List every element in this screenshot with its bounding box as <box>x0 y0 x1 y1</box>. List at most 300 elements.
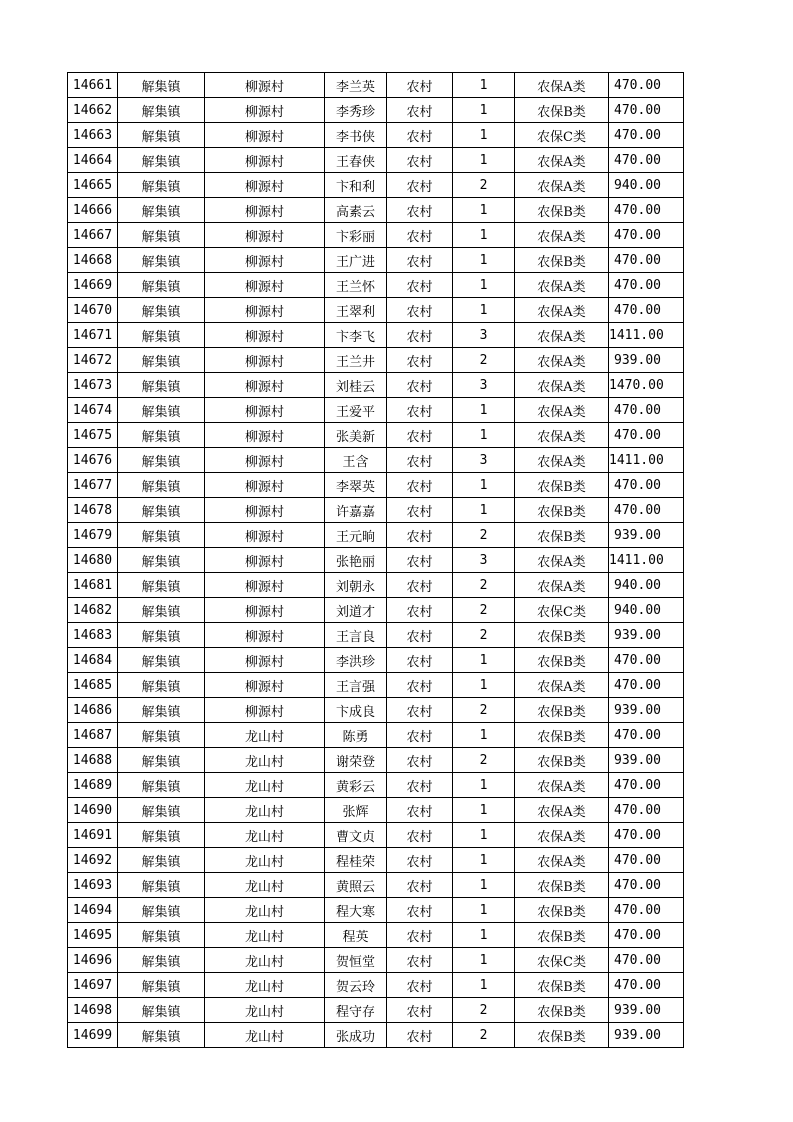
village-cell: 龙山村 <box>205 873 325 898</box>
town-cell: 解集镇 <box>118 223 205 248</box>
person-name-cell: 王言良 <box>325 623 387 648</box>
record-id-cell: 14690 <box>68 798 118 823</box>
household-type-cell: 农村 <box>387 623 453 648</box>
amount-cell: 470.00 <box>609 73 684 98</box>
person-name-cell: 程守存 <box>325 998 387 1023</box>
table-row <box>68 373 684 398</box>
record-id-cell: 14692 <box>68 848 118 873</box>
record-id-cell: 14673 <box>68 373 118 398</box>
member-count-cell: 2 <box>453 1023 515 1048</box>
record-id-cell: 14682 <box>68 598 118 623</box>
amount-cell: 470.00 <box>609 848 684 873</box>
member-count-cell: 2 <box>453 623 515 648</box>
village-cell: 龙山村 <box>205 948 325 973</box>
insurance-category-cell: 农保A类 <box>515 548 609 573</box>
insurance-category-cell: 农保B类 <box>515 498 609 523</box>
table-row <box>68 998 684 1023</box>
household-type-cell: 农村 <box>387 248 453 273</box>
town-cell: 解集镇 <box>118 623 205 648</box>
person-name-cell: 张辉 <box>325 798 387 823</box>
record-id-cell: 14679 <box>68 523 118 548</box>
member-count-cell: 1 <box>453 248 515 273</box>
village-cell: 柳源村 <box>205 348 325 373</box>
record-id-cell: 14693 <box>68 873 118 898</box>
member-count-cell: 1 <box>453 73 515 98</box>
amount-cell: 940.00 <box>609 173 684 198</box>
town-cell: 解集镇 <box>118 73 205 98</box>
member-count-cell: 3 <box>453 323 515 348</box>
town-cell: 解集镇 <box>118 1023 205 1048</box>
record-id-cell: 14681 <box>68 573 118 598</box>
household-type-cell: 农村 <box>387 348 453 373</box>
table-row <box>68 973 684 998</box>
insurance-category-cell: 农保A类 <box>515 448 609 473</box>
person-name-cell: 李翠英 <box>325 473 387 498</box>
amount-cell: 470.00 <box>609 423 684 448</box>
person-name-cell: 刘朝永 <box>325 573 387 598</box>
amount-cell: 470.00 <box>609 98 684 123</box>
person-name-cell: 王翠利 <box>325 298 387 323</box>
record-id-cell: 14699 <box>68 1023 118 1048</box>
town-cell: 解集镇 <box>118 473 205 498</box>
town-cell: 解集镇 <box>118 673 205 698</box>
record-id-cell: 14689 <box>68 773 118 798</box>
household-type-cell: 农村 <box>387 373 453 398</box>
member-count-cell: 1 <box>453 198 515 223</box>
town-cell: 解集镇 <box>118 423 205 448</box>
person-name-cell: 李秀珍 <box>325 98 387 123</box>
member-count-cell: 1 <box>453 723 515 748</box>
record-id-cell: 14698 <box>68 998 118 1023</box>
village-cell: 柳源村 <box>205 548 325 573</box>
insurance-category-cell: 农保B类 <box>515 873 609 898</box>
town-cell: 解集镇 <box>118 298 205 323</box>
town-cell: 解集镇 <box>118 523 205 548</box>
village-cell: 柳源村 <box>205 198 325 223</box>
amount-cell: 470.00 <box>609 798 684 823</box>
insurance-category-cell: 农保B类 <box>515 898 609 923</box>
person-name-cell: 王兰井 <box>325 348 387 373</box>
town-cell: 解集镇 <box>118 148 205 173</box>
member-count-cell: 1 <box>453 973 515 998</box>
amount-cell: 1470.00 <box>609 373 684 398</box>
insurance-category-cell: 农保B类 <box>515 723 609 748</box>
record-id-cell: 14676 <box>68 448 118 473</box>
village-cell: 柳源村 <box>205 223 325 248</box>
amount-cell: 470.00 <box>609 923 684 948</box>
insurance-category-cell: 农保B类 <box>515 698 609 723</box>
person-name-cell: 程英 <box>325 923 387 948</box>
member-count-cell: 3 <box>453 448 515 473</box>
member-count-cell: 1 <box>453 298 515 323</box>
village-cell: 柳源村 <box>205 523 325 548</box>
person-name-cell: 程桂荣 <box>325 848 387 873</box>
record-id-cell: 14664 <box>68 148 118 173</box>
table-row <box>68 298 684 323</box>
member-count-cell: 2 <box>453 598 515 623</box>
person-name-cell: 王言强 <box>325 673 387 698</box>
household-type-cell: 农村 <box>387 798 453 823</box>
insurance-category-cell: 农保C类 <box>515 948 609 973</box>
table-row <box>68 798 684 823</box>
village-cell: 柳源村 <box>205 248 325 273</box>
record-id-cell: 14671 <box>68 323 118 348</box>
record-id-cell: 14687 <box>68 723 118 748</box>
record-id-cell: 14665 <box>68 173 118 198</box>
member-count-cell: 1 <box>453 123 515 148</box>
town-cell: 解集镇 <box>118 998 205 1023</box>
person-name-cell: 刘道才 <box>325 598 387 623</box>
town-cell: 解集镇 <box>118 548 205 573</box>
town-cell: 解集镇 <box>118 573 205 598</box>
insurance-category-cell: 农保B类 <box>515 473 609 498</box>
household-type-cell: 农村 <box>387 323 453 348</box>
household-type-cell: 农村 <box>387 873 453 898</box>
member-count-cell: 1 <box>453 223 515 248</box>
member-count-cell: 1 <box>453 148 515 173</box>
town-cell: 解集镇 <box>118 773 205 798</box>
insurance-category-cell: 农保A类 <box>515 73 609 98</box>
village-cell: 龙山村 <box>205 848 325 873</box>
record-id-cell: 14695 <box>68 923 118 948</box>
member-count-cell: 2 <box>453 173 515 198</box>
town-cell: 解集镇 <box>118 598 205 623</box>
table-body <box>68 73 684 1048</box>
household-type-cell: 农村 <box>387 573 453 598</box>
village-cell: 龙山村 <box>205 898 325 923</box>
amount-cell: 939.00 <box>609 698 684 723</box>
insurance-category-cell: 农保B类 <box>515 248 609 273</box>
household-type-cell: 农村 <box>387 173 453 198</box>
insurance-category-cell: 农保A类 <box>515 773 609 798</box>
person-name-cell: 程大寒 <box>325 898 387 923</box>
table-row <box>68 198 684 223</box>
village-cell: 龙山村 <box>205 973 325 998</box>
table-row <box>68 548 684 573</box>
town-cell: 解集镇 <box>118 323 205 348</box>
table-row <box>68 323 684 348</box>
town-cell: 解集镇 <box>118 923 205 948</box>
insurance-category-cell: 农保A类 <box>515 573 609 598</box>
village-cell: 柳源村 <box>205 423 325 448</box>
town-cell: 解集镇 <box>118 198 205 223</box>
household-type-cell: 农村 <box>387 448 453 473</box>
member-count-cell: 1 <box>453 648 515 673</box>
village-cell: 柳源村 <box>205 598 325 623</box>
record-id-cell: 14686 <box>68 698 118 723</box>
table-row <box>68 948 684 973</box>
town-cell: 解集镇 <box>118 798 205 823</box>
member-count-cell: 1 <box>453 673 515 698</box>
table-row <box>68 748 684 773</box>
record-id-cell: 14661 <box>68 73 118 98</box>
member-count-cell: 2 <box>453 748 515 773</box>
person-name-cell: 张成功 <box>325 1023 387 1048</box>
insurance-category-cell: 农保A类 <box>515 848 609 873</box>
household-type-cell: 农村 <box>387 748 453 773</box>
person-name-cell: 李书侠 <box>325 123 387 148</box>
amount-cell: 470.00 <box>609 248 684 273</box>
member-count-cell: 2 <box>453 998 515 1023</box>
table-row <box>68 273 684 298</box>
member-count-cell: 3 <box>453 373 515 398</box>
household-type-cell: 农村 <box>387 523 453 548</box>
town-cell: 解集镇 <box>118 348 205 373</box>
record-id-cell: 14691 <box>68 823 118 848</box>
record-id-cell: 14678 <box>68 498 118 523</box>
insurance-category-cell: 农保B类 <box>515 1023 609 1048</box>
table-row <box>68 898 684 923</box>
insurance-category-cell: 农保A类 <box>515 173 609 198</box>
person-name-cell: 李洪珍 <box>325 648 387 673</box>
insurance-category-cell: 农保B类 <box>515 923 609 948</box>
amount-cell: 939.00 <box>609 348 684 373</box>
record-id-cell: 14694 <box>68 898 118 923</box>
insurance-category-cell: 农保A类 <box>515 273 609 298</box>
record-id-cell: 14683 <box>68 623 118 648</box>
insurance-category-cell: 农保A类 <box>515 823 609 848</box>
table-row <box>68 773 684 798</box>
table-row <box>68 473 684 498</box>
member-count-cell: 1 <box>453 398 515 423</box>
village-cell: 柳源村 <box>205 573 325 598</box>
table-row <box>68 873 684 898</box>
table-row <box>68 698 684 723</box>
record-id-cell: 14663 <box>68 123 118 148</box>
insurance-category-cell: 农保B类 <box>515 748 609 773</box>
member-count-cell: 3 <box>453 548 515 573</box>
person-name-cell: 高素云 <box>325 198 387 223</box>
village-cell: 柳源村 <box>205 398 325 423</box>
table-row <box>68 73 684 98</box>
member-count-cell: 1 <box>453 848 515 873</box>
person-name-cell: 王元晌 <box>325 523 387 548</box>
village-cell: 柳源村 <box>205 173 325 198</box>
person-name-cell: 曹文贞 <box>325 823 387 848</box>
member-count-cell: 1 <box>453 423 515 448</box>
table-row <box>68 723 684 748</box>
village-cell: 柳源村 <box>205 98 325 123</box>
record-id-cell: 14688 <box>68 748 118 773</box>
person-name-cell: 黄照云 <box>325 873 387 898</box>
member-count-cell: 1 <box>453 823 515 848</box>
village-cell: 柳源村 <box>205 698 325 723</box>
record-id-cell: 14684 <box>68 648 118 673</box>
table-row <box>68 498 684 523</box>
household-type-cell: 农村 <box>387 73 453 98</box>
village-cell: 柳源村 <box>205 473 325 498</box>
insurance-category-cell: 农保B类 <box>515 973 609 998</box>
amount-cell: 470.00 <box>609 298 684 323</box>
household-type-cell: 农村 <box>387 1023 453 1048</box>
household-type-cell: 农村 <box>387 123 453 148</box>
person-name-cell: 黄彩云 <box>325 773 387 798</box>
insurance-category-cell: 农保A类 <box>515 223 609 248</box>
town-cell: 解集镇 <box>118 823 205 848</box>
insurance-category-cell: 农保A类 <box>515 398 609 423</box>
town-cell: 解集镇 <box>118 273 205 298</box>
town-cell: 解集镇 <box>118 948 205 973</box>
person-name-cell: 李兰英 <box>325 73 387 98</box>
village-cell: 柳源村 <box>205 448 325 473</box>
person-name-cell: 陈勇 <box>325 723 387 748</box>
village-cell: 柳源村 <box>205 73 325 98</box>
household-type-cell: 农村 <box>387 973 453 998</box>
member-count-cell: 2 <box>453 348 515 373</box>
household-type-cell: 农村 <box>387 98 453 123</box>
table-row <box>68 98 684 123</box>
insurance-category-cell: 农保A类 <box>515 298 609 323</box>
insurance-category-cell: 农保A类 <box>515 323 609 348</box>
table-row <box>68 148 684 173</box>
household-type-cell: 农村 <box>387 548 453 573</box>
member-count-cell: 1 <box>453 923 515 948</box>
household-type-cell: 农村 <box>387 923 453 948</box>
insurance-category-cell: 农保B类 <box>515 648 609 673</box>
person-name-cell: 王兰怀 <box>325 273 387 298</box>
table-row <box>68 673 684 698</box>
village-cell: 龙山村 <box>205 723 325 748</box>
amount-cell: 470.00 <box>609 498 684 523</box>
village-cell: 龙山村 <box>205 998 325 1023</box>
member-count-cell: 1 <box>453 873 515 898</box>
amount-cell: 470.00 <box>609 773 684 798</box>
town-cell: 解集镇 <box>118 848 205 873</box>
amount-cell: 1411.00 <box>609 548 684 573</box>
household-type-cell: 农村 <box>387 698 453 723</box>
amount-cell: 470.00 <box>609 898 684 923</box>
amount-cell: 470.00 <box>609 973 684 998</box>
person-name-cell: 王含 <box>325 448 387 473</box>
person-name-cell: 许嘉嘉 <box>325 498 387 523</box>
person-name-cell: 张美新 <box>325 423 387 448</box>
town-cell: 解集镇 <box>118 398 205 423</box>
table-row <box>68 398 684 423</box>
record-id-cell: 14662 <box>68 98 118 123</box>
household-type-cell: 农村 <box>387 398 453 423</box>
amount-cell: 1411.00 <box>609 448 684 473</box>
village-cell: 龙山村 <box>205 798 325 823</box>
amount-cell: 470.00 <box>609 873 684 898</box>
town-cell: 解集镇 <box>118 873 205 898</box>
village-cell: 柳源村 <box>205 123 325 148</box>
town-cell: 解集镇 <box>118 98 205 123</box>
person-name-cell: 贺恒堂 <box>325 948 387 973</box>
member-count-cell: 1 <box>453 773 515 798</box>
household-type-cell: 农村 <box>387 298 453 323</box>
amount-cell: 939.00 <box>609 748 684 773</box>
member-count-cell: 1 <box>453 898 515 923</box>
record-id-cell: 14668 <box>68 248 118 273</box>
household-type-cell: 农村 <box>387 648 453 673</box>
village-cell: 柳源村 <box>205 648 325 673</box>
member-count-cell: 2 <box>453 698 515 723</box>
household-type-cell: 农村 <box>387 148 453 173</box>
amount-cell: 940.00 <box>609 598 684 623</box>
amount-cell: 470.00 <box>609 473 684 498</box>
village-cell: 柳源村 <box>205 298 325 323</box>
table-row <box>68 423 684 448</box>
village-cell: 龙山村 <box>205 823 325 848</box>
amount-cell: 470.00 <box>609 723 684 748</box>
amount-cell: 470.00 <box>609 223 684 248</box>
record-id-cell: 14669 <box>68 273 118 298</box>
person-name-cell: 贺云玲 <box>325 973 387 998</box>
table-row <box>68 448 684 473</box>
record-id-cell: 14675 <box>68 423 118 448</box>
person-name-cell: 卞和利 <box>325 173 387 198</box>
amount-cell: 470.00 <box>609 148 684 173</box>
town-cell: 解集镇 <box>118 123 205 148</box>
household-type-cell: 农村 <box>387 498 453 523</box>
table-row <box>68 623 684 648</box>
person-name-cell: 王爱平 <box>325 398 387 423</box>
village-cell: 龙山村 <box>205 748 325 773</box>
village-cell: 柳源村 <box>205 673 325 698</box>
record-id-cell: 14697 <box>68 973 118 998</box>
table-row <box>68 648 684 673</box>
household-type-cell: 农村 <box>387 473 453 498</box>
household-type-cell: 农村 <box>387 898 453 923</box>
town-cell: 解集镇 <box>118 248 205 273</box>
person-name-cell: 卞李飞 <box>325 323 387 348</box>
table-row <box>68 823 684 848</box>
household-type-cell: 农村 <box>387 223 453 248</box>
insurance-category-cell: 农保B类 <box>515 998 609 1023</box>
insurance-category-cell: 农保A类 <box>515 373 609 398</box>
person-name-cell: 王春侠 <box>325 148 387 173</box>
record-id-cell: 14677 <box>68 473 118 498</box>
amount-cell: 939.00 <box>609 623 684 648</box>
town-cell: 解集镇 <box>118 648 205 673</box>
member-count-cell: 1 <box>453 948 515 973</box>
member-count-cell: 1 <box>453 98 515 123</box>
table-row <box>68 523 684 548</box>
amount-cell: 940.00 <box>609 573 684 598</box>
village-cell: 柳源村 <box>205 273 325 298</box>
table-row <box>68 248 684 273</box>
amount-cell: 470.00 <box>609 673 684 698</box>
record-id-cell: 14674 <box>68 398 118 423</box>
table-row <box>68 1023 684 1048</box>
insurance-category-cell: 农保B类 <box>515 523 609 548</box>
record-id-cell: 14696 <box>68 948 118 973</box>
insurance-category-cell: 农保C类 <box>515 598 609 623</box>
table-row <box>68 848 684 873</box>
household-type-cell: 农村 <box>387 948 453 973</box>
household-type-cell: 农村 <box>387 198 453 223</box>
amount-cell: 470.00 <box>609 198 684 223</box>
amount-cell: 470.00 <box>609 823 684 848</box>
amount-cell: 470.00 <box>609 123 684 148</box>
town-cell: 解集镇 <box>118 723 205 748</box>
amount-cell: 470.00 <box>609 273 684 298</box>
household-type-cell: 农村 <box>387 998 453 1023</box>
table-row <box>68 923 684 948</box>
record-id-cell: 14666 <box>68 198 118 223</box>
household-type-cell: 农村 <box>387 773 453 798</box>
town-cell: 解集镇 <box>118 698 205 723</box>
village-cell: 柳源村 <box>205 148 325 173</box>
insurance-category-cell: 农保C类 <box>515 123 609 148</box>
member-count-cell: 1 <box>453 498 515 523</box>
person-name-cell: 卞彩丽 <box>325 223 387 248</box>
person-name-cell: 王广进 <box>325 248 387 273</box>
village-cell: 柳源村 <box>205 623 325 648</box>
table-row <box>68 598 684 623</box>
amount-cell: 939.00 <box>609 1023 684 1048</box>
village-cell: 龙山村 <box>205 923 325 948</box>
